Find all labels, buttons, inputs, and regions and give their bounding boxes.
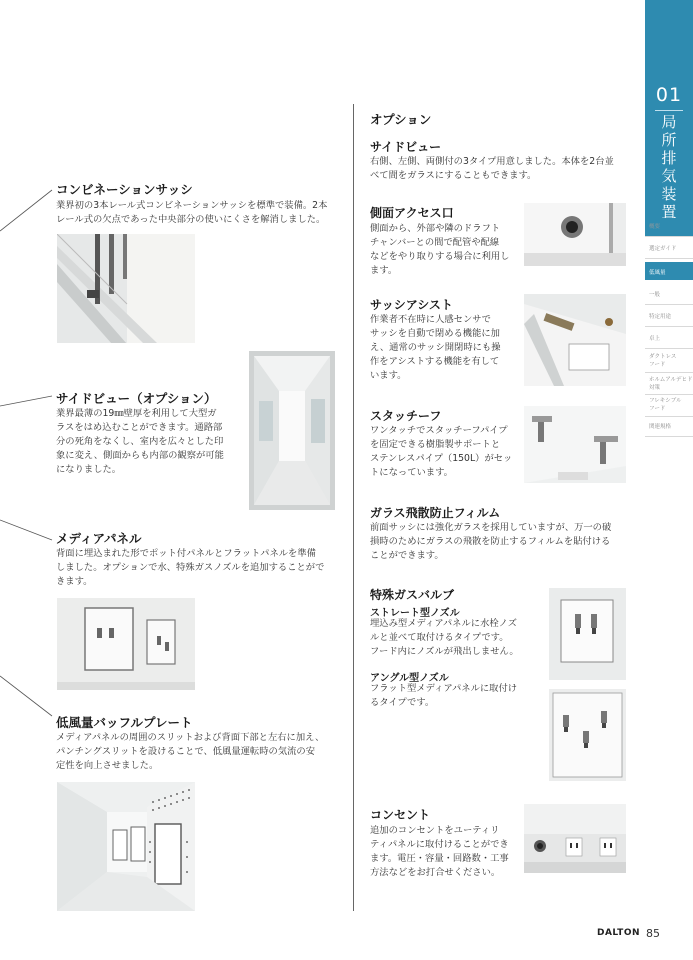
- baffle-plate-title: 低風量バッフルプレート: [56, 715, 193, 730]
- media-panel-title: メディアパネル: [56, 531, 142, 546]
- section-title-char: 気: [661, 167, 677, 185]
- outlet-title: コンセント: [370, 808, 431, 822]
- nav-item-flexible-2[interactable]: フード: [649, 406, 666, 412]
- opt-sideview-title: サイドビュー: [370, 140, 442, 154]
- sash-assist-text: 作業者不在時に人感センサで サッシを自動で閉める機能に加 え、通常のサッシ開閉時にも操 作をアシストする機能を有して います。: [370, 314, 501, 381]
- nav-item-guide[interactable]: 選定ガイド: [649, 246, 677, 252]
- nav-item-ductless[interactable]: ダクトレス: [649, 354, 677, 360]
- page-number: 85: [646, 927, 660, 940]
- straight-nozzle-title: ストレート型ノズル: [370, 608, 460, 619]
- nav-item-low-airflow[interactable]: 低風量: [645, 262, 693, 280]
- section-number: 01: [655, 84, 683, 106]
- sideview-photo: [249, 351, 335, 510]
- glass-film-title: ガラス飛散防止フィルム: [370, 506, 501, 520]
- nav-item-general[interactable]: 一般: [649, 292, 661, 298]
- sash-assist-photo: [524, 294, 626, 386]
- stachief-title: スタッチーフ: [370, 409, 442, 423]
- dalton-logo: DALTON: [597, 928, 641, 938]
- leader-lines: [0, 0, 60, 960]
- angle-nozzle-photo: [549, 689, 626, 781]
- side-access-title: 側面アクセス口: [370, 206, 454, 220]
- column-divider: [353, 104, 354, 911]
- straight-nozzle-text: 埋込み型メディアパネルに水栓ノズ ルと並べて取付けるタイプです。 フード内にノズルが飛出しません。: [370, 618, 519, 657]
- baffle-plate-text: メディアパネルの周囲のスリットおよび背面下部と左右に加え、 パンチングスリットを設けることで、低風量運転時の気流の安 定性を向上させました。: [56, 732, 325, 771]
- section-title-char: 置: [661, 203, 677, 221]
- angle-nozzle-text: フラット型メディアパネルに取付け るタイプです。: [370, 683, 518, 708]
- nav-item-overview[interactable]: 概要: [649, 224, 661, 230]
- combi-sash-title: コンビネーションサッシ: [56, 182, 193, 197]
- nav-item-flexible[interactable]: フレキシブル: [649, 398, 682, 404]
- nav-item-desktop[interactable]: 卓上: [649, 336, 661, 342]
- section-title-char: 装: [661, 185, 677, 203]
- stachief-text: ワンタッチでスタッチーフパイプ を固定できる樹脂製サポートと ステンレスパイプ（150L）がセッ トになっています。: [370, 425, 513, 478]
- baffle-plate-photo: [57, 782, 195, 911]
- stachief-photo: [524, 406, 626, 483]
- nav-item-ductless-2[interactable]: フード: [649, 362, 666, 368]
- side-access-text: 側面から、外部や隣のドラフト チャンバーとの間で配管や配線 などをやり取りする場合に利用し ます。: [370, 223, 510, 276]
- sash-assist-title: サッシアシスト: [370, 298, 453, 312]
- nav-item-standards[interactable]: 関連規格: [649, 424, 672, 430]
- media-panel-text: 背面に埋込まれた形でポット付パネルとフラットパネルを準備 しました。オプションで水、特殊ガスノズルを追加することがで きます。: [56, 548, 325, 587]
- section-rule: [655, 110, 683, 111]
- opt-sideview-text: 右側、左側、両側付の3タイプ用意しました。本体を2台並 べて間をガラスにすることもできます。: [370, 156, 614, 181]
- outlet-text: 追加のコンセントをユーティリ ティパネルに取付けることができ ます。電圧・容量・回路数・工事 方法などをお打合せください。: [370, 825, 509, 878]
- sideview-text: 業界最薄の19㎜壁厚を利用して大型ガ ラスをはめ込むことができます。通路部 分の死角をなくし、室内を広々とした印 象に変え、側面からも内部の観察が可能 になりました。: [56, 408, 224, 475]
- gas-valve-title: 特殊ガスバルブ: [370, 588, 455, 602]
- options-heading: オプション: [370, 112, 432, 127]
- straight-nozzle-photo: [549, 588, 626, 680]
- section-title-char: 所: [661, 131, 677, 149]
- glass-film-text: 前面サッシには強化ガラスを採用していますが、万一の破 損時のためにガラスの飛散を防止するフィルムを貼付ける ことができます。: [370, 522, 612, 561]
- side-access-photo: [524, 203, 626, 266]
- nav-item-formaldehyde-2[interactable]: 対策: [649, 385, 661, 391]
- section-title-char: 局: [661, 113, 677, 131]
- combi-sash-photo: [57, 234, 195, 343]
- combi-sash-text: 業界初の3本レール式コンビネーションサッシを標準で装備。2本 レール式の欠点であった中央部分の使いにくさを解消しました。: [56, 200, 328, 225]
- media-panel-photo: [57, 598, 195, 690]
- nav-item-special[interactable]: 特定用途: [649, 314, 672, 320]
- nav-item-formaldehyde[interactable]: ホルムアルデヒド: [649, 377, 693, 383]
- outlet-photo: [524, 804, 626, 873]
- sideview-title: サイドビュー（オプション）: [56, 391, 217, 406]
- angle-nozzle-title: アングル型ノズル: [370, 673, 449, 684]
- section-tab: [645, 0, 693, 236]
- section-title-char: 排: [661, 149, 677, 167]
